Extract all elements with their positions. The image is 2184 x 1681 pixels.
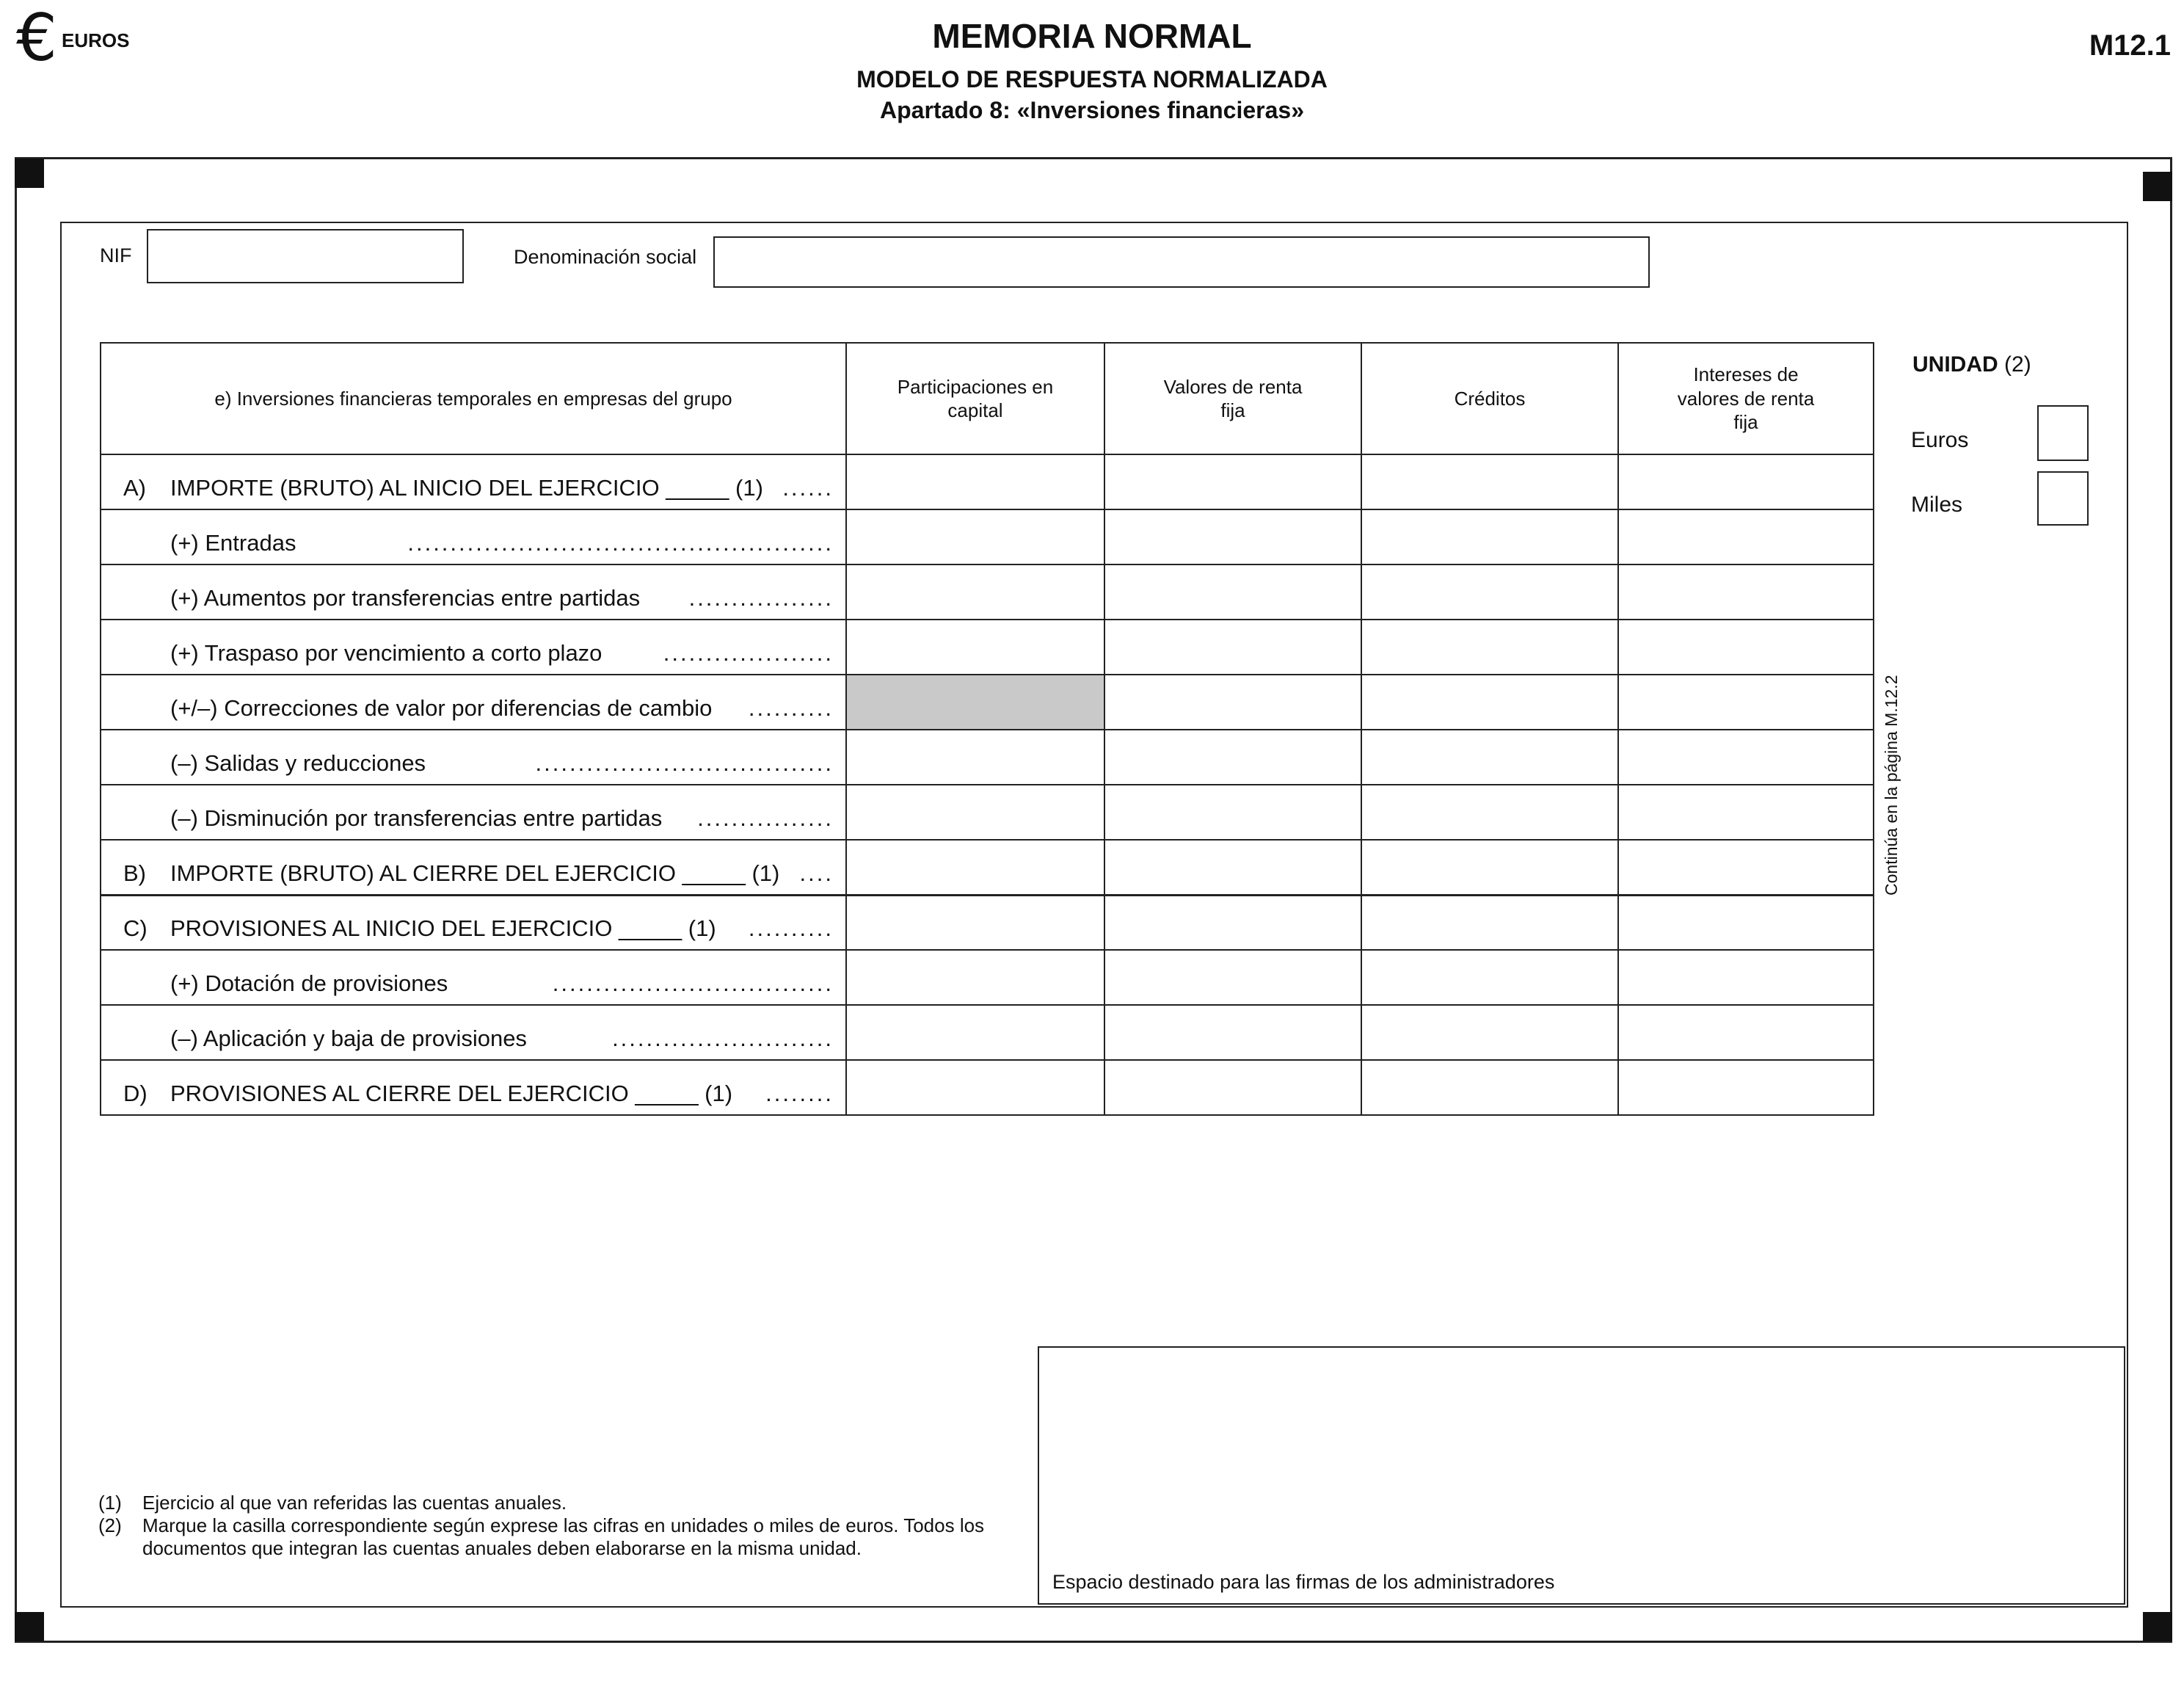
euro-label: EUROS <box>62 29 130 51</box>
value-cell[interactable] <box>1361 454 1618 509</box>
value-cell[interactable] <box>846 1005 1104 1060</box>
value-cell[interactable] <box>1104 675 1361 730</box>
row-leader-dots: ...... <box>782 475 834 501</box>
footnote-2 <box>98 1514 1008 1560</box>
row-label-cell <box>101 840 846 895</box>
value-cell[interactable] <box>1104 509 1361 564</box>
row-label: (–) Disminución por transferencias entre partidas <box>170 805 663 831</box>
value-cell[interactable] <box>1104 895 1361 950</box>
row-leader-dots: .................................................. <box>407 530 834 556</box>
registration-mark-bottom-right <box>2143 1612 2172 1641</box>
value-cell[interactable] <box>1361 730 1618 785</box>
table-row <box>101 1060 1874 1115</box>
value-cell[interactable] <box>846 454 1104 509</box>
continuation-note-text: Continúa en la página M.12.2 <box>1882 675 1901 896</box>
row-label: (+) Dotación de provisiones <box>170 970 448 996</box>
nif-label: NIF <box>100 244 132 266</box>
value-cell[interactable] <box>1618 620 1874 675</box>
value-cell[interactable] <box>1361 620 1618 675</box>
value-cell[interactable] <box>1361 895 1618 950</box>
row-label: IMPORTE (BRUTO) AL CIERRE DEL EJERCICIO _____ (1) <box>170 860 780 886</box>
row-label-cell <box>101 564 846 620</box>
registration-mark-top-left <box>15 159 44 188</box>
row-letter: D) <box>123 1081 148 1106</box>
column-header-participaciones: Participaciones en capital <box>846 343 1104 454</box>
row-label: (+) Traspaso por vencimiento a corto plazo <box>170 640 603 666</box>
row-leader-dots: .................... <box>663 640 834 666</box>
table-row <box>101 1005 1874 1060</box>
unidad-euros-checkbox[interactable] <box>2037 405 2089 461</box>
value-cell[interactable] <box>1361 675 1618 730</box>
value-cell[interactable] <box>1618 675 1874 730</box>
section-title: Apartado 8: «Inversiones financieras» <box>880 97 1304 123</box>
value-cell[interactable] <box>1361 564 1618 620</box>
value-cell[interactable] <box>846 1060 1104 1115</box>
value-cell[interactable] <box>1104 785 1361 840</box>
row-leader-dots: .......... <box>748 915 834 941</box>
value-cell[interactable] <box>1104 950 1361 1005</box>
table-row <box>101 620 1874 675</box>
value-cell[interactable] <box>1104 1005 1361 1060</box>
value-cell[interactable] <box>846 730 1104 785</box>
value-cell[interactable] <box>1618 785 1874 840</box>
value-cell[interactable] <box>1618 509 1874 564</box>
registration-mark-bottom-left <box>15 1612 44 1641</box>
row-label: IMPORTE (BRUTO) AL INICIO DEL EJERCICIO _____ (1) <box>170 475 763 501</box>
row-label-cell <box>101 1005 846 1060</box>
footnote-number: (2) <box>98 1514 122 1536</box>
table-row <box>101 895 1874 950</box>
value-cell[interactable] <box>1618 730 1874 785</box>
denominacion-field[interactable] <box>713 236 1650 288</box>
footnote-text: Marque la casilla correspondiente según exprese las cifras en unidades o miles de euros. Todos los documentos que integran las cuentas anuales deben elaborarse en la misma unidad. <box>142 1514 985 1559</box>
row-leader-dots: ................ <box>697 805 834 831</box>
value-cell[interactable] <box>1104 620 1361 675</box>
unidad-heading <box>1912 352 2031 377</box>
page-title: MEMORIA NORMAL <box>932 17 1252 55</box>
row-label: PROVISIONES AL INICIO DEL EJERCICIO _____ (1) <box>170 915 716 941</box>
value-cell[interactable] <box>1361 950 1618 1005</box>
footnotes <box>98 1492 1008 1560</box>
column-header-creditos: Créditos <box>1361 343 1618 454</box>
value-cell[interactable] <box>1618 564 1874 620</box>
row-label: (–) Aplicación y baja de provisiones <box>170 1025 527 1051</box>
value-cell[interactable] <box>1618 840 1874 895</box>
page-subtitle: MODELO DE RESPUESTA NORMALIZADA <box>856 66 1328 92</box>
row-label-cell <box>101 620 846 675</box>
row-label: (+/–) Correcciones de valor por diferencias de cambio <box>170 695 713 721</box>
column-header-intereses: Intereses de valores de renta fija <box>1618 343 1874 454</box>
row-leader-dots: .......................... <box>612 1025 834 1051</box>
row-leader-dots: ................. <box>688 585 834 611</box>
table-header-row <box>101 343 1874 454</box>
table-row <box>101 840 1874 895</box>
signature-area[interactable] <box>1038 1346 2125 1605</box>
row-leader-dots: .... <box>799 860 834 886</box>
row-letter: A) <box>123 475 146 501</box>
footnote-number: (1) <box>98 1492 122 1514</box>
value-cell[interactable] <box>1618 454 1874 509</box>
row-leader-dots: ................................. <box>552 970 834 996</box>
table-row <box>101 675 1874 730</box>
value-cell[interactable] <box>1104 1060 1361 1115</box>
euro-icon: € <box>16 0 57 76</box>
footnote-text: Ejercicio al que van referidas las cuentas anuales. <box>142 1492 567 1514</box>
value-cell[interactable] <box>1618 1060 1874 1115</box>
row-label: (+) Aumentos por transferencias entre partidas <box>170 585 641 611</box>
value-cell[interactable] <box>1104 730 1361 785</box>
value-cell[interactable] <box>1361 840 1618 895</box>
nif-field[interactable] <box>147 229 464 283</box>
table-row <box>101 509 1874 564</box>
value-cell[interactable] <box>846 509 1104 564</box>
table-row <box>101 785 1874 840</box>
value-cell[interactable] <box>1361 509 1618 564</box>
table-row <box>101 564 1874 620</box>
unidad-euros-label: Euros <box>1911 428 1969 452</box>
unidad-miles-checkbox[interactable] <box>2037 471 2089 526</box>
value-cell[interactable] <box>846 620 1104 675</box>
value-cell[interactable] <box>1104 564 1361 620</box>
registration-mark-top-right <box>2143 172 2172 201</box>
row-letter: B) <box>123 860 146 886</box>
table-header-label: e) Inversiones financieras temporales en empresas del grupo <box>101 343 846 454</box>
row-label-cell <box>101 509 846 564</box>
row-label-cell <box>101 785 846 840</box>
value-cell[interactable] <box>1361 1005 1618 1060</box>
table-row <box>101 454 1874 509</box>
unidad-note-ref: (2) <box>2004 352 2031 377</box>
row-label-cell <box>101 675 846 730</box>
row-label-cell <box>101 730 846 785</box>
row-label-cell <box>101 1060 846 1115</box>
row-leader-dots: ................................... <box>535 750 834 776</box>
unidad-miles-label: Miles <box>1911 493 1963 517</box>
value-cell[interactable] <box>1361 785 1618 840</box>
value-cell[interactable] <box>846 895 1104 950</box>
value-cell <box>846 675 1104 730</box>
form-code: M12.1 <box>2089 29 2171 62</box>
table-row <box>101 730 1874 785</box>
row-label-cell <box>101 895 846 950</box>
row-letter: C) <box>123 915 148 941</box>
value-cell[interactable] <box>1618 950 1874 1005</box>
investments-table <box>100 342 1874 1116</box>
row-label: PROVISIONES AL CIERRE DEL EJERCICIO _____ (1) <box>170 1081 733 1106</box>
row-label-cell <box>101 454 846 509</box>
value-cell[interactable] <box>846 950 1104 1005</box>
column-header-valores: Valores de renta fija <box>1104 343 1361 454</box>
row-leader-dots: ........ <box>765 1081 834 1106</box>
value-cell[interactable] <box>1618 1005 1874 1060</box>
value-cell[interactable] <box>846 564 1104 620</box>
denominacion-label: Denominación social <box>514 246 697 268</box>
row-label: (+) Entradas <box>170 530 296 556</box>
row-label: (–) Salidas y reducciones <box>170 750 426 776</box>
value-cell[interactable] <box>846 840 1104 895</box>
signature-label: Espacio destinado para las firmas de los administradores <box>1052 1571 1555 1593</box>
row-leader-dots: .......... <box>748 695 834 721</box>
table-row <box>101 950 1874 1005</box>
value-cell[interactable] <box>1618 895 1874 950</box>
unidad-title: UNIDAD <box>1912 352 1998 377</box>
footnote-1 <box>98 1492 1008 1514</box>
value-cell[interactable] <box>1104 840 1361 895</box>
value-cell[interactable] <box>1104 454 1361 509</box>
value-cell[interactable] <box>1361 1060 1618 1115</box>
row-label-cell <box>101 950 846 1005</box>
value-cell[interactable] <box>846 785 1104 840</box>
